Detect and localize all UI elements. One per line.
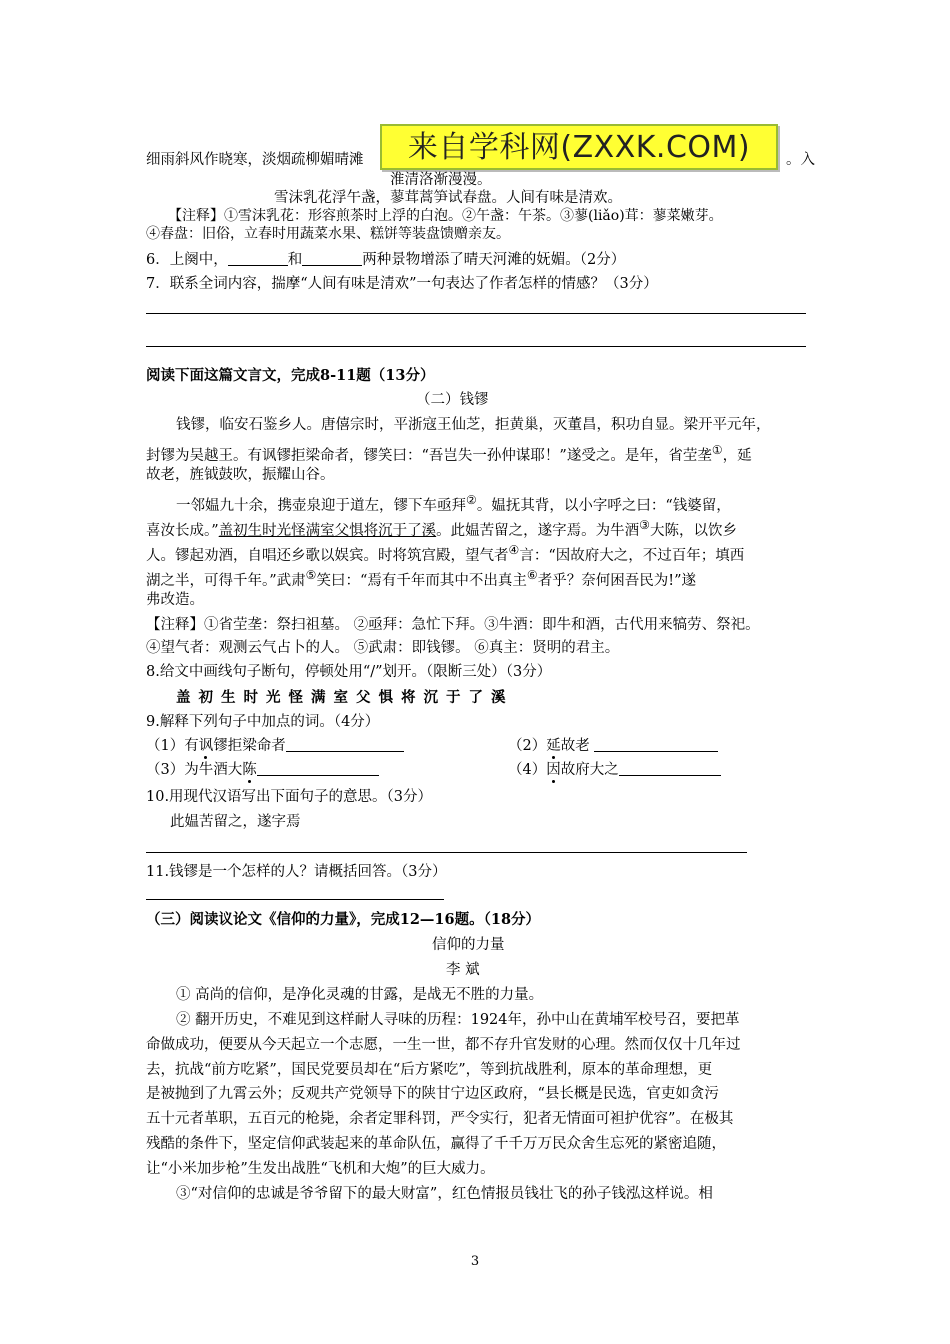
article-paragraph-1: ① 高尚的信仰，是净化灵魂的甘露，是战无不胜的力量。: [176, 987, 544, 1003]
answer-blank[interactable]: [286, 736, 404, 752]
question-9-4: （4）因故府大之: [508, 760, 721, 780]
section-2-title: （二）钱镠: [416, 392, 489, 408]
question-10-sentence: 此媪苦留之，遂字焉: [170, 814, 301, 830]
passage-line: 喜汝长成。”盖初生时光怪满室父惧将沉于了溪。此媪苦留之，遂字焉。为牛酒③大陈，以饮乡: [146, 518, 737, 539]
dotted-word: 延: [546, 738, 561, 754]
dotted-word: 因: [546, 762, 561, 778]
poem-note-2: ④春盘：旧俗，立春时用蔬菜水果、糕饼等装盘馈赠亲友。: [146, 226, 510, 242]
passage-line: 是被抛到了九霄云外；反观共产党领导下的陕甘宁边区政府，“县长概是民选，官吏如贪污: [146, 1086, 719, 1102]
passage-line: 钱镠，临安石鉴乡人。唐僖宗时，平浙寇王仙芝，拒黄巢，灭董昌，积功自显。梁开平元年，: [176, 417, 771, 433]
passage-line: ③“对信仰的忠诚是爷爷留下的最大财富”，红色情报员钱壮飞的孙子钱泓这样说。相: [176, 1186, 713, 1202]
question-11: 11.钱镠是一个怎样的人？请概括回答。（3分）: [146, 864, 447, 880]
question-9-1: （1）有讽镠拒梁命者: [146, 736, 404, 756]
dotted-word: 陈: [242, 762, 257, 778]
passage-line: 去，抗战“前方吃紧”，国民党要员却在“后方紧吃”，等到抗战胜利，原本的革命理想，更: [146, 1062, 713, 1078]
answer-line[interactable]: [146, 346, 806, 347]
passage-line: 让“小米加步枪”生发出战胜“飞机和大炮”的巨大威力。: [146, 1161, 495, 1177]
passage-line: 五十元者革职，五百元的枪毙，余者定罪科罚，严令实行，犯者无情面可袒护优容”。在极其: [146, 1111, 734, 1127]
poem-line-2: 淮清洛渐漫漫。: [390, 172, 492, 188]
question-8-sentence[interactable]: 盖初生时光怪满室父惧将沉于了溪: [176, 689, 514, 706]
underlined-sentence: 盖初生时光怪满室父惧将沉于了溪: [218, 522, 437, 539]
poem-line-3: 雪沫乳花浮午盏，蓼茸蒿笋试春盘。人间有味是清欢。: [274, 190, 622, 206]
passage-line: 故老，旌钺鼓吹，振耀山谷。: [146, 467, 335, 483]
passage-line: 湖之半，可得千年。”武肃⑤笑曰：“焉有千年而其中不出真主⑥者乎？奈何困吾民为!”遂: [146, 568, 696, 589]
answer-blank[interactable]: [594, 736, 718, 752]
page-number: 3: [470, 1254, 480, 1269]
question-7: 7．联系全词内容，揣摩“人间有味是清欢”一句表达了作者怎样的情感？（3分）: [146, 276, 658, 292]
answer-blank[interactable]: [257, 760, 379, 776]
answer-line[interactable]: [146, 852, 747, 853]
question-9: 9.解释下列句子中加点的词。（4分）: [146, 714, 380, 730]
answer-blank[interactable]: [228, 250, 288, 266]
passage-line: 封镠为吴越王。有讽镠拒梁命者，镠笑曰：“吾岂失一孙仲谋耶！”遂受之。是年，省茔垄①，延: [146, 443, 752, 464]
question-6: 6．上阕中， 和 两种景物增添了晴天河滩的妩媚。（2分）: [146, 252, 626, 268]
section-2-intro: 阅读下面这篇文言文，完成8-11题（13分）: [146, 367, 435, 384]
dotted-word: 讽: [198, 738, 214, 754]
answer-line[interactable]: [146, 313, 806, 314]
section-2-note-2: ④望气者：观测云气占卜的人。 ⑤武肃：即钱镠。 ⑥真主：贤明的君主。: [146, 640, 620, 656]
question-9-2: （2）延故老: [508, 736, 718, 756]
watermark-text: 来自学科网(ZXXK.COM): [407, 130, 751, 165]
article-title: 信仰的力量: [432, 937, 505, 953]
watermark-banner: [380, 124, 778, 170]
question-9-3: （3）为牛酒大陈: [146, 760, 379, 780]
section-2-note-1: 【注释】①省茔垄：祭扫祖墓。 ②亟拜：急忙下拜。③牛酒：即牛和酒，古代用来犒劳、祭祀。: [146, 617, 760, 633]
section-3-intro: （三）阅读议论文《信仰的力量》，完成12—16题。（18分）: [146, 911, 541, 928]
answer-blank[interactable]: [302, 250, 362, 266]
passage-line: 残酷的条件下，坚定信仰武装起来的革命队伍，赢得了千千万万民众舍生忘死的紧密追随，: [146, 1136, 726, 1152]
poem-note-1: 【注释】①雪沫乳花：形容煎茶时上浮的白泡。②午盏：午茶。③蓼(liǎo)茸：蓼菜嫩芽。: [168, 208, 723, 224]
passage-line: 人。镠起劝酒，自唱还乡歌以娱宾。时将筑宫殿，望气者④言：“因故府大之，不过百年；填西: [146, 543, 745, 564]
article-author: 李 斌: [446, 962, 480, 978]
poem-line-1: 细雨斜风作晓寒，淡烟疏柳媚晴滩: [146, 152, 364, 168]
question-10: 10.用现代汉语写出下面句子的意思。（3分）: [146, 789, 433, 805]
answer-line[interactable]: [146, 899, 444, 900]
poem-line-1-end: 。入: [786, 152, 815, 168]
passage-line: 一邻媪九十余，携壶泉迎于道左，镠下车亟拜②。媪抚其背，以小字呼之曰：“钱婆留，: [176, 493, 731, 514]
passage-line: 弗改造。: [146, 592, 204, 608]
passage-line: 命做成功，便要从今天起立一个志愿，一生一世，都不存升官发财的心理。然而仅仅十几年过: [146, 1037, 741, 1053]
passage-line: ② 翻开历史，不难见到这样耐人寻味的历程：1924年，孙中山在黄埔军校号召，要把革: [176, 1012, 740, 1028]
answer-blank[interactable]: [619, 760, 721, 776]
question-8: 8.给文中画线句子断句，停顿处用“/”划开。（限断三处）（3分）: [146, 664, 552, 680]
